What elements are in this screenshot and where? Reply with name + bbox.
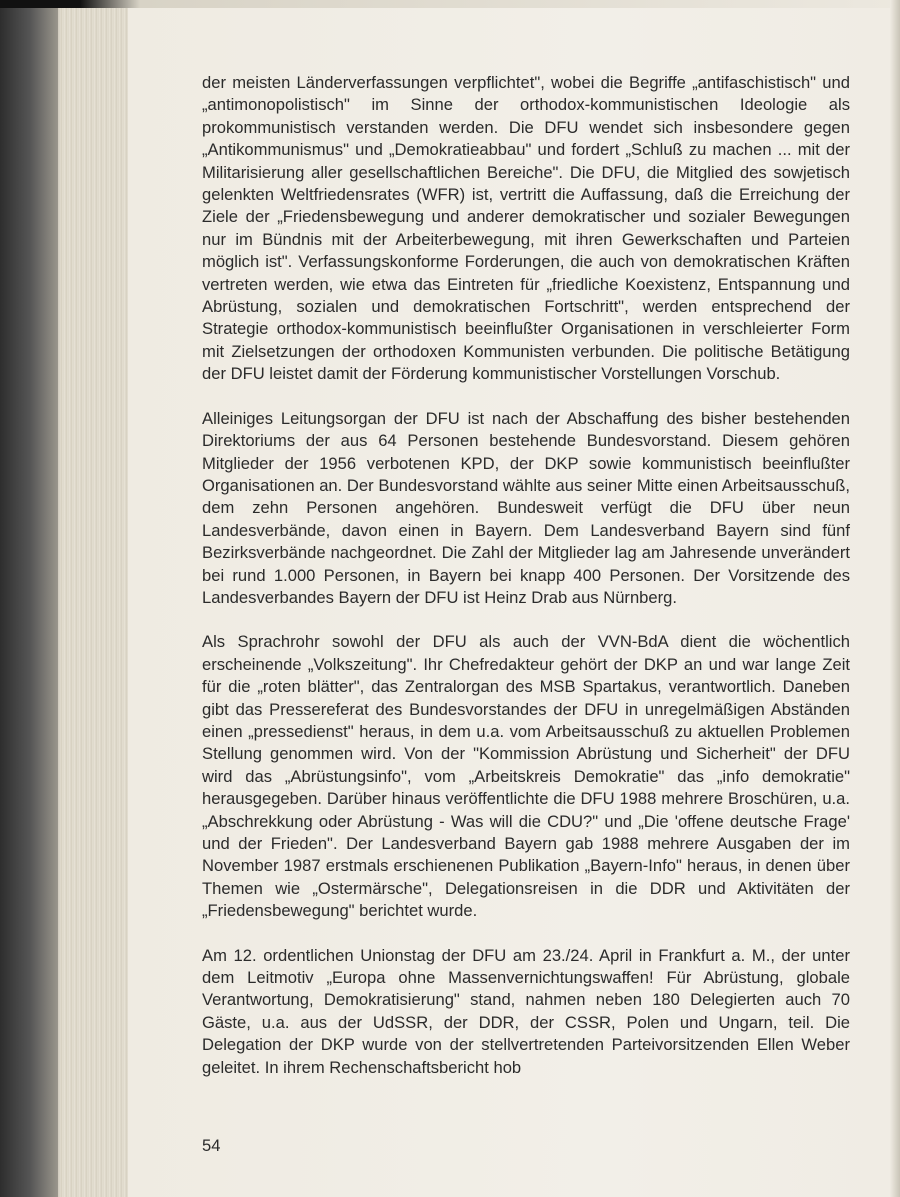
page-number: 54: [202, 1136, 221, 1155]
paragraph: Alleiniges Leitungsorgan der DFU ist nach der Abschaffung des bisher bestehenden Direktoriums der aus 64 Personen bestehende Bundesvorstand. Diesem gehören Mitglieder der 1956 verbotenen KPD, der DKP sowie kommunistisch beeinflußter Organisationen an. Der Bundesvorstand wählte aus seiner Mitte einen Arbeitsausschuß, dem zehn Personen angehören. Bundesweit verfügt die DFU über neun Landesverbände, davon einen in Bayern. Dem Landesverband Bayern sind fünf Bezirksverbände nachgeordnet. Die Zahl der Mitglieder lag am Jahresende unverändert bei rund 1.000 Personen, in Bayern bei knapp 400 Personen. Der Vorsitzende des Landesverbandes Bayern der DFU ist Heinz Drab aus Nürnberg.: [202, 408, 850, 607]
paragraph: Am 12. ordentlichen Unionstag der DFU am 23./24. April in Frankfurt a. M., der unter dem Leitmotiv „Europa ohne Massenvernichtungswaffen! Für Abrüstung, globale Verantwortung, Demokratisierung" stand, nahmen neben 180 Delegierten auch 70 Gäste, u.a. aus der UdSSR, der DDR, der CSSR, Polen und Ungarn, teil. Die Delegation der DKP wurde von der stellvertretenden Parteivorsitzenden Ellen Weber geleitet. In ihrem Rechenschaftsbericht hob: [202, 945, 850, 1077]
scan-edge: [0, 0, 60, 1197]
paragraph: Als Sprachrohr sowohl der DFU als auch der VVN-BdA dient die wöchentlich erscheinende „Volkszeitung". Ihr Chefredakteur gehört der DKP an und war lange Zeit für die „roten blätter", das Zentralorgan des MSB Spartakus, verantwortlich. Daneben gibt das Pressereferat des Bundesvorstandes der DFU in unregelmäßigen Abständen einen „pressedienst" heraus, in dem u.a. vom Arbeitsausschuß zu aktuellen Problemen Stellung genommen wird. Von der "Kommission Abrüstung und Sicherheit" der DFU wird das „Abrüstungsinfo", vom „Arbeitskreis Demokratie" das „info demokratie" herausgegeben. Darüber hinaus veröffentlichte die DFU 1988 mehrere Broschüren, u.a. „Abschrekkung oder Abrüstung - Was will die CDU?" und „Die 'offene deutsche Frage' und der Frieden". Der Landesverband Bayern gab 1988 mehrere Ausgaben der im November 1987 erstmals erschienenen Publikation „Bayern-Info" heraus, in denen über Themen wie „Ostermärsche", Delegationsreisen in die DDR und Aktivitäten der „Friedensbewegung" berichtet wurde.: [202, 632, 850, 921]
body-text: [202, 72, 850, 1101]
right-edge: [890, 0, 900, 1197]
top-edge: [0, 0, 900, 8]
page-spine: [58, 0, 128, 1197]
paragraph: der meisten Länderverfassungen verpflichtet", wobei die Begriffe „antifaschistisch" und „antimonopolistisch" im Sinne der orthodox-kommunistischen Ideologie als prokommunistisch verstanden werden. Die DFU wendet sich insbesondere gegen „Antikommunismus" und „Demokratieabbau" und fordert „Schluß zu machen ... mit der Militarisierung aller gesellschaftlichen Bereiche". Die DFU, die Mitglied des sowjetisch gelenkten Weltfriedensrates (WFR) ist, vertritt die Auffassung, daß die Erreichung der Ziele der „Friedensbewegung und anderer demokratischer und sozialer Bewegungen nur im Bündnis mit der Arbeiterbewegung, mit ihren Gewerkschaften und Parteien möglich ist". Verfassungskonforme Forderungen, die auch von demokratischen Kräften vertreten werden, wie etwa das Eintreten für „friedliche Koexistenz, Entspannung und Abrüstung, sozialen und demokratischen Fortschritt", werden entsprechend der Strategie orthodox-kommunistisch beeinflußter Organisationen in verschleierter Form mit Zielsetzungen der orthodoxen Kommunisten verbunden. Die politische Betätigung der DFU leistet damit der Förderung kommunistischer Vorstellungen Vorschub.: [202, 73, 850, 384]
